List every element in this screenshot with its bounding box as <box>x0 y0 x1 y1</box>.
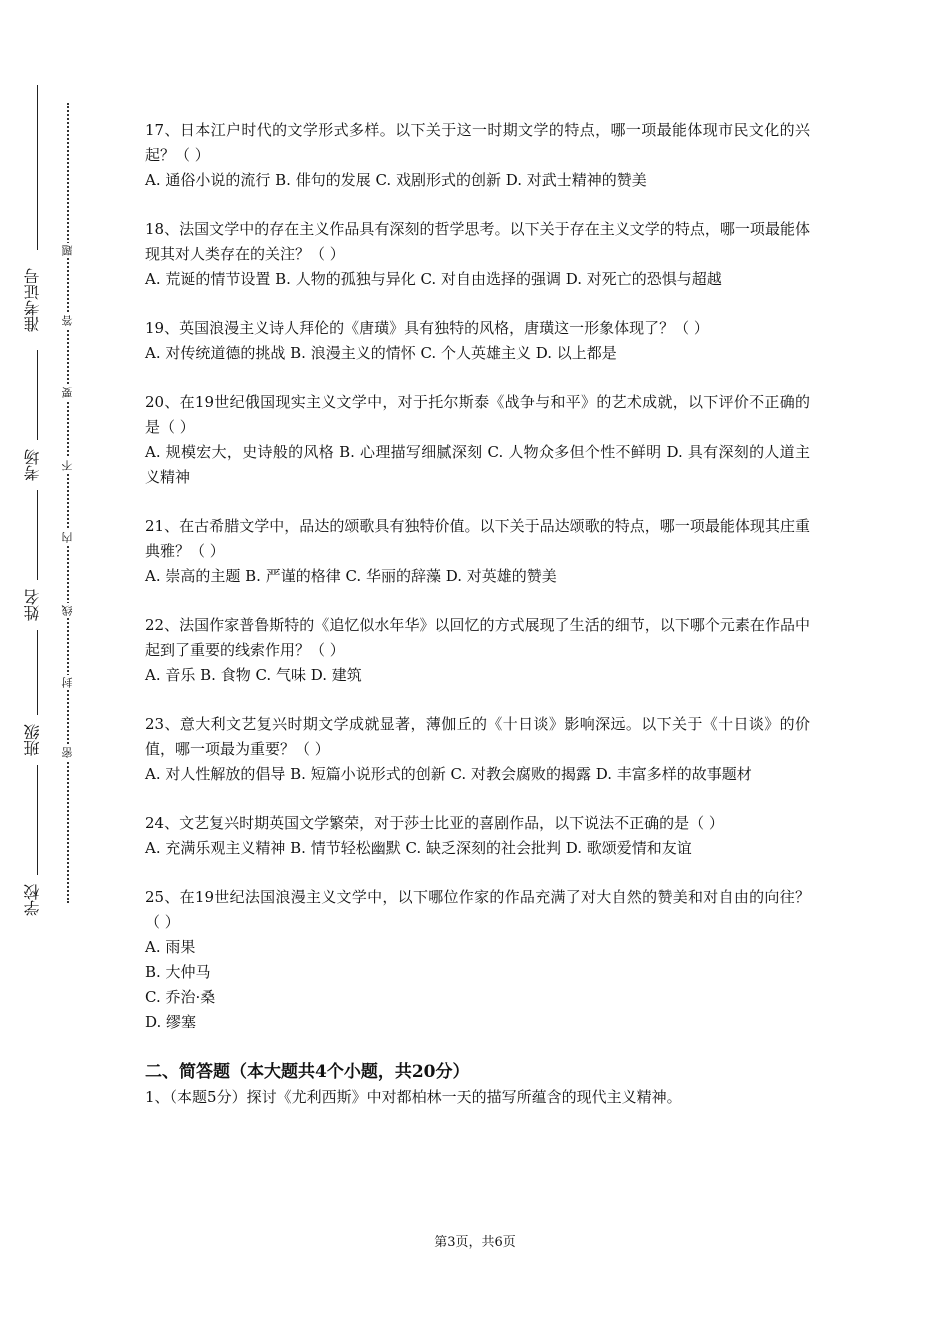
class-field <box>22 630 44 765</box>
exam-room-label: 考场 <box>23 449 42 482</box>
question-22 <box>145 613 810 688</box>
question-24 <box>145 811 810 861</box>
seal-char: 不 <box>61 460 74 471</box>
question-stem: 25、在19世纪法国浪漫主义文学中，以下哪位作家的作品充满了对大自然的赞美和对自由的向往？（ ） <box>145 888 810 931</box>
seal-char: 要 <box>61 387 74 398</box>
short-answer-question-1: 1、（本题5分）探讨《尤利西斯》中对都柏林一天的描写所蕴含的现代主义精神。 <box>145 1088 682 1106</box>
question-stem: 19、英国浪漫主义诗人拜伦的《唐璜》具有独特的风格，唐璜这一形象体现了？（ ） <box>145 319 709 337</box>
school-field <box>22 765 44 925</box>
question-stem: 24、文艺复兴时期英国文学繁荣，对于莎士比亚的喜剧作品，以下说法不正确的是（ ） <box>145 814 724 832</box>
question-stem: 17、日本江户时代的文学形式多样。以下关于这一时期文学的特点，哪一项最能体现市民文化的兴起？（ ） <box>145 121 810 164</box>
student-name-label: 姓名 <box>23 589 42 622</box>
exam-number-line <box>37 85 38 250</box>
option-c: C. 乔治·桑 <box>145 988 216 1006</box>
question-20 <box>145 390 810 490</box>
seal-dotted-line <box>67 103 69 903</box>
student-name-line <box>37 490 38 580</box>
school-label: 学校 <box>23 884 42 917</box>
question-21 <box>145 514 810 589</box>
section-title: 二、简答题（本大题共4个小题，共20分） <box>145 1062 470 1082</box>
seal-char: 密 <box>61 747 74 758</box>
school-line <box>37 765 38 875</box>
exam-room-field <box>22 350 44 490</box>
question-18 <box>145 217 810 292</box>
seal-char: 封 <box>61 677 74 688</box>
option-b: B. 大仲马 <box>145 963 211 981</box>
question-19 <box>145 316 810 366</box>
question-options: A. 对传统道德的挑战 B. 浪漫主义的情怀 C. 个人英雄主义 D. 以上都是 <box>145 344 617 362</box>
exam-number-field <box>22 85 44 350</box>
class-line <box>37 630 38 715</box>
question-stem: 23、意大利文艺复兴时期文学成就显著，薄伽丘的《十日谈》影响深远。以下关于《十日谈》的价值，哪一项最为重要？（ ） <box>145 715 810 758</box>
question-options: A. 荒诞的情节设置 B. 人物的孤独与异化 C. 对自由选择的强调 D. 对死亡的恐惧与超越 <box>145 270 722 288</box>
class-label: 班级 <box>23 724 42 757</box>
question-options: A. 规模宏大，史诗般的风格 B. 心理描写细腻深刻 C. 人物众多但个性不鲜明 D. 具有深刻的人道主义精神 <box>145 443 810 486</box>
short-answer-section <box>145 1059 810 1110</box>
seal-char: 答 <box>61 315 74 326</box>
page-footer: 第3页，共6页 <box>434 1235 516 1250</box>
question-stem: 21、在古希腊文学中，品达的颂歌具有独特价值。以下关于品达颂歌的特点，哪一项最能体现其庄重典雅？（ ） <box>145 517 810 560</box>
seal-char: 线 <box>61 605 74 616</box>
question-options: A. 崇高的主题 B. 严谨的格律 C. 华丽的辞藻 D. 对英雄的赞美 <box>145 567 557 585</box>
question-options: A. 通俗小说的流行 B. 俳句的发展 C. 戏剧形式的创新 D. 对武士精神的赞美 <box>145 171 647 189</box>
question-options: A. 充满乐观主义精神 B. 情节轻松幽默 C. 缺乏深刻的社会批判 D. 歌颂爱情和友谊 <box>145 839 692 857</box>
question-stem: 22、法国作家普鲁斯特的《追忆似水年华》以回忆的方式展现了生活的细节，以下哪个元素在作品中起到了重要的线索作用？（ ） <box>145 616 810 659</box>
question-25 <box>145 885 810 1035</box>
question-stem: 20、在19世纪俄国现实主义文学中，对于托尔斯泰《战争与和平》的艺术成就，以下评价不正确的是（ ） <box>145 393 810 436</box>
question-stem: 18、法国文学中的存在主义作品具有深刻的哲学思考。以下关于存在主义文学的特点，哪一项最能体现其对人类存在的关注？（ ） <box>145 220 810 263</box>
question-17 <box>145 118 810 193</box>
option-a: A. 雨果 <box>145 938 196 956</box>
exam-number-label: 准考证号 <box>23 268 42 333</box>
exam-room-line <box>37 350 38 440</box>
seal-char: 题 <box>61 245 74 256</box>
question-23 <box>145 712 810 787</box>
option-d: D. 缪塞 <box>145 1013 197 1031</box>
binding-margin <box>0 0 95 1344</box>
question-options: A. 对人性解放的倡导 B. 短篇小说形式的创新 C. 对教会腐败的揭露 D. 丰富多样的故事题材 <box>145 765 752 783</box>
question-options: A. 音乐 B. 食物 C. 气味 D. 建筑 <box>145 666 362 684</box>
exam-content <box>145 118 810 1110</box>
seal-char: 内 <box>61 532 74 543</box>
student-name-field <box>22 490 44 630</box>
